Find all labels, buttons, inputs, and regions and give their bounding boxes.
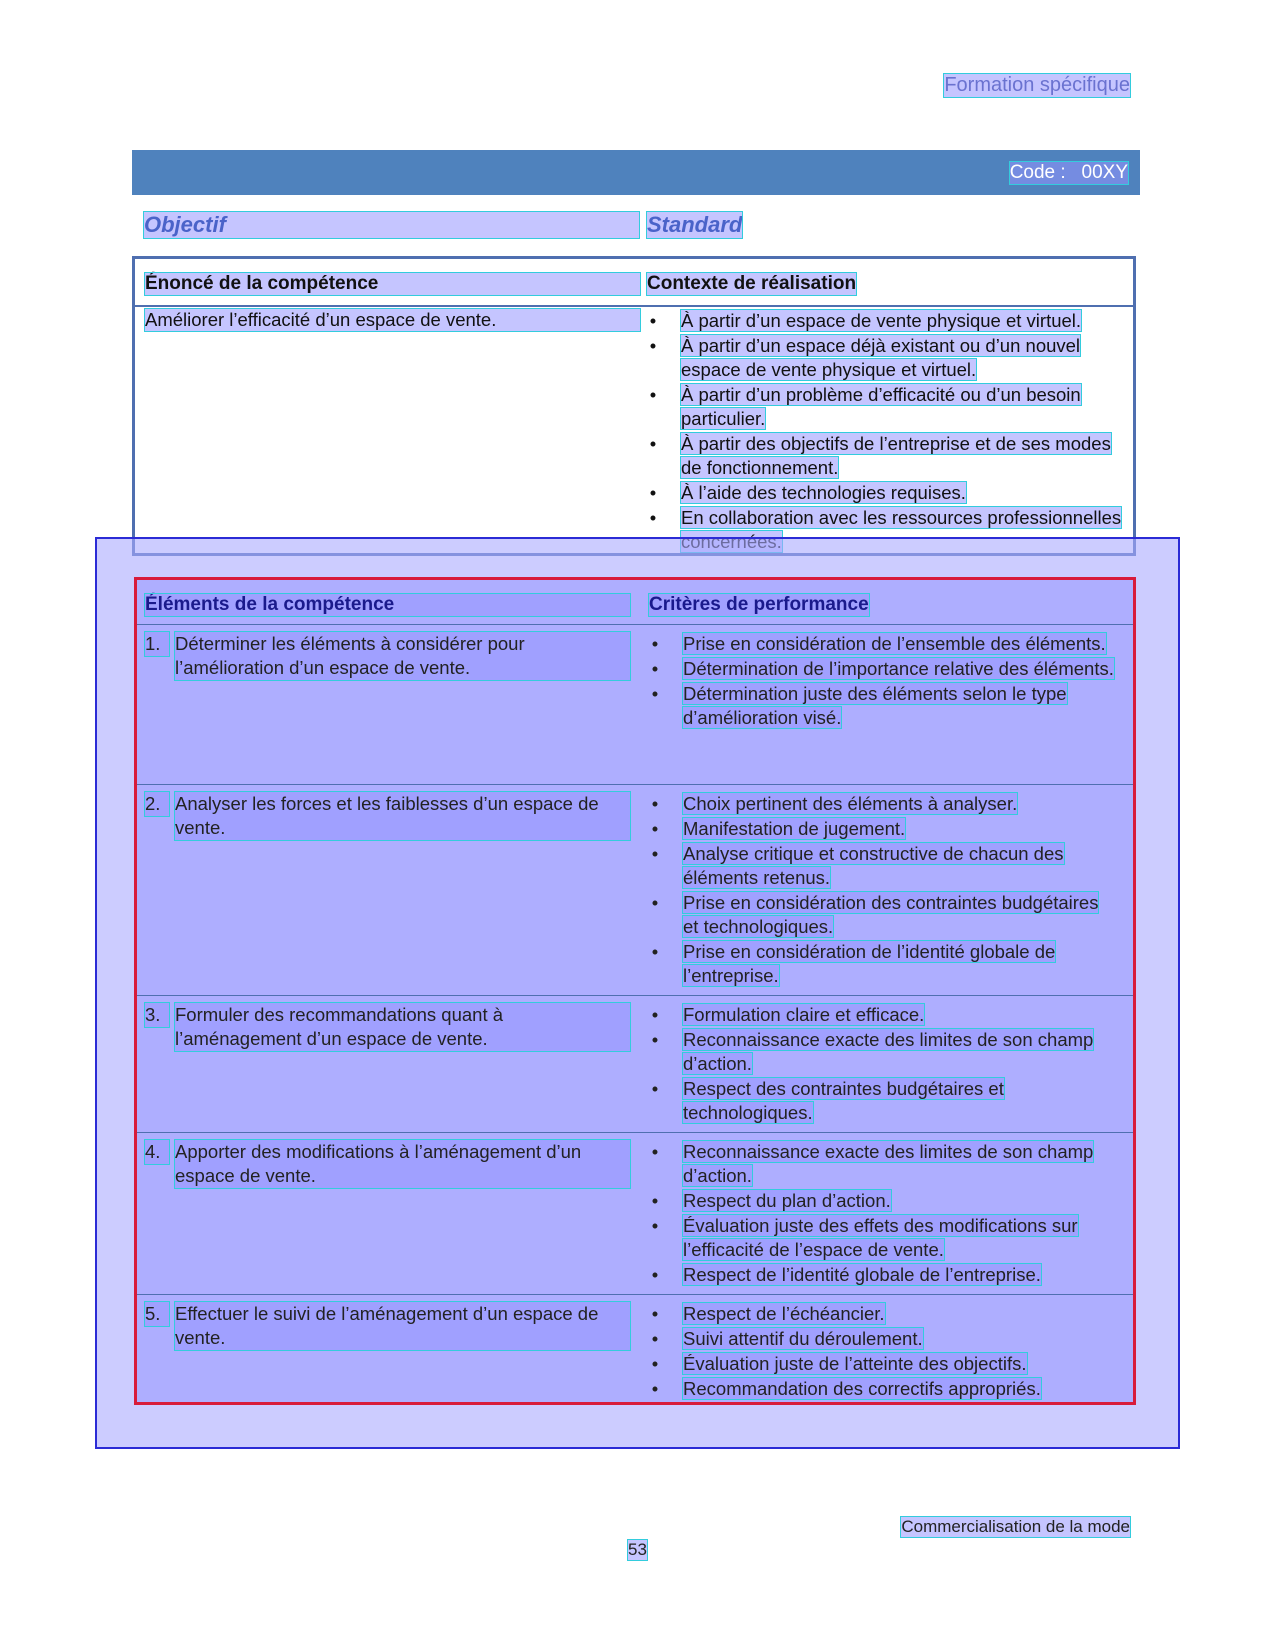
criterion-item [649,842,1119,890]
contexte-item [647,309,1127,333]
element-text [145,1302,630,1350]
elements-header-row [137,580,1133,625]
element-row [137,1294,1133,1402]
contexte-item-text: À partir d’un espace de vente physique et virtuel. [681,310,1082,331]
element-number: 2. [145,792,169,816]
element-number: 3. [145,1003,169,1027]
bullet-icon: • [651,1303,659,1324]
bullet-icon: • [651,1190,659,1211]
criterion-text: Suivi attentif du déroulement. [683,1328,923,1349]
criterion-item [649,1302,1119,1326]
criterion-item [649,1028,1119,1076]
contexte-item-text: À partir d’un problème d’efficacité ou d’un besoin particulier. [681,384,1081,429]
element-number: 5. [145,1302,169,1326]
bullet-icon: • [651,793,659,814]
criterion-text: Analyse critique et constructive de chacun des éléments retenus. [683,843,1064,888]
standard-heading: Standard [647,212,743,237]
criterion-text: Reconnaissance exacte des limites de son champ d’action. [683,1141,1094,1186]
criteria-list [649,1302,1119,1402]
code-text [1010,162,1128,184]
objectif-heading: Objectif [144,212,639,238]
bullet-icon: • [649,433,657,454]
criterion-item [649,1377,1119,1401]
bullet-icon: • [651,1353,659,1374]
criterion-text: Manifestation de jugement. [683,818,906,839]
criterion-item [649,1077,1119,1125]
criterion-item [649,1352,1119,1376]
criterion-text: Respect de l’identité globale de l’entreprise. [683,1264,1041,1285]
element-text [145,1003,630,1051]
bullet-icon: • [651,843,659,864]
criterion-text: Détermination juste des éléments selon le type d’amélioration visé. [683,683,1067,728]
criterion-text: Choix pertinent des éléments à analyser. [683,793,1018,814]
element-body: Effectuer le suivi de l’aménagement d’un espace de vente. [175,1302,630,1350]
contexte-item-text: À l’aide des technologies requises. [681,482,966,503]
criterion-text: Évaluation juste des effets des modifications sur l’efficacité de l’espace de vente. [683,1215,1078,1260]
criterion-item [649,1140,1119,1188]
enonce-header: Énoncé de la compétence [145,273,640,295]
bullet-icon: • [651,1004,659,1025]
element-body: Déterminer les éléments à considérer pour l’amélioration d’un espace de vente. [175,632,630,680]
element-text [145,792,630,840]
bullet-icon: • [649,384,657,405]
contexte-item [647,334,1127,382]
element-row [137,1132,1133,1295]
element-body: Analyser les forces et les faiblesses d’un espace de vente. [175,792,630,840]
bullet-icon: • [649,507,657,528]
bullet-icon: • [651,1029,659,1050]
bullet-icon: • [651,1264,659,1285]
criterion-item [649,940,1119,988]
criterion-text: Reconnaissance exacte des limites de son champ d’action. [683,1029,1094,1074]
element-row [137,624,1133,785]
contexte-item-text: À partir d’un espace déjà existant ou d’un nouvel espace de vente physique et virtuel. [681,335,1081,380]
bullet-icon: • [651,1328,659,1349]
elements-header: Éléments de la compétence [145,594,630,616]
element-text [145,1140,630,1188]
criterion-item [649,1003,1119,1027]
element-number: 4. [145,1140,169,1164]
bullet-icon: • [651,1141,659,1162]
element-body: Apporter des modifications à l’aménagement d’un espace de vente. [175,1140,630,1188]
bullet-icon: • [649,482,657,503]
criterion-text: Évaluation juste de l’atteinte des objectifs. [683,1353,1027,1374]
criteria-list [649,1140,1119,1288]
criterion-text: Recommandation des correctifs appropriés. [683,1378,1041,1399]
contexte-item [647,383,1127,431]
bullet-icon: • [651,1378,659,1399]
criterion-text: Respect du plan d’action. [683,1190,891,1211]
bullet-icon: • [649,310,657,331]
criteria-list [649,1003,1119,1126]
bullet-icon: • [651,818,659,839]
element-number: 1. [145,632,169,656]
bullet-icon: • [649,335,657,356]
enonce-text: Améliorer l’efficacité d’un espace de vente. [145,309,640,331]
criterion-text: Prise en considération de l’identité globale de l’entreprise. [683,941,1056,986]
criterion-text: Formulation claire et efficace. [683,1004,925,1025]
criterion-item [649,1263,1119,1287]
code-label: Code : [1009,162,1066,183]
contexte-item [647,432,1127,480]
criterion-item [649,1189,1119,1213]
code-value: 00XY [1081,162,1128,183]
criteria-list [649,632,1119,731]
bullet-icon: • [651,658,659,679]
criterion-item [649,657,1119,681]
criterion-item [649,1327,1119,1351]
bullet-icon: • [651,683,659,704]
contexte-header: Contexte de réalisation [647,273,857,294]
elements-box [134,577,1136,1405]
bullet-icon: • [651,1078,659,1099]
contexte-item-text: En collaboration avec les ressources professionnelles [681,507,1121,552]
criterion-item [649,817,1119,841]
contexte-item [647,481,1127,505]
bullet-icon: • [651,633,659,654]
element-row [137,784,1133,996]
element-body: Formuler des recommandations quant à l’aménagement d’un espace de vente. [175,1003,630,1051]
element-text [145,632,630,680]
criterion-item [649,792,1119,816]
bullet-icon: • [651,892,659,913]
page-number: 53 [628,1540,647,1559]
criterion-item [649,682,1119,730]
criterion-item [649,891,1119,939]
criterion-item [649,1214,1119,1262]
criteres-header: Critères de performance [649,594,869,615]
bullet-icon: • [651,1215,659,1236]
criterion-text: Prise en considération de l’ensemble des éléments. [683,633,1106,654]
criterion-text: Respect de l’échéancier. [683,1303,885,1324]
competence-header-row [135,259,1133,307]
running-head-title: Formation spécifique [944,74,1130,96]
criterion-item [649,632,1119,656]
criteria-list [649,792,1119,989]
footer-program-title: Commercialisation de la mode [901,1517,1130,1536]
bullet-icon: • [651,941,659,962]
competence-box [132,256,1136,556]
criterion-text: Respect des contraintes budgétaires et technologiques. [683,1078,1004,1123]
contexte-list [647,309,1127,555]
criterion-text: Prise en considération des contraintes budgétaires et technologiques. [683,892,1099,937]
criterion-text: Détermination de l’importance relative des éléments. [683,658,1114,679]
contexte-item-text: À partir des objectifs de l’entreprise et de ses modes de fonctionnement. [681,433,1111,478]
element-row [137,995,1133,1133]
code-bar [132,150,1140,195]
